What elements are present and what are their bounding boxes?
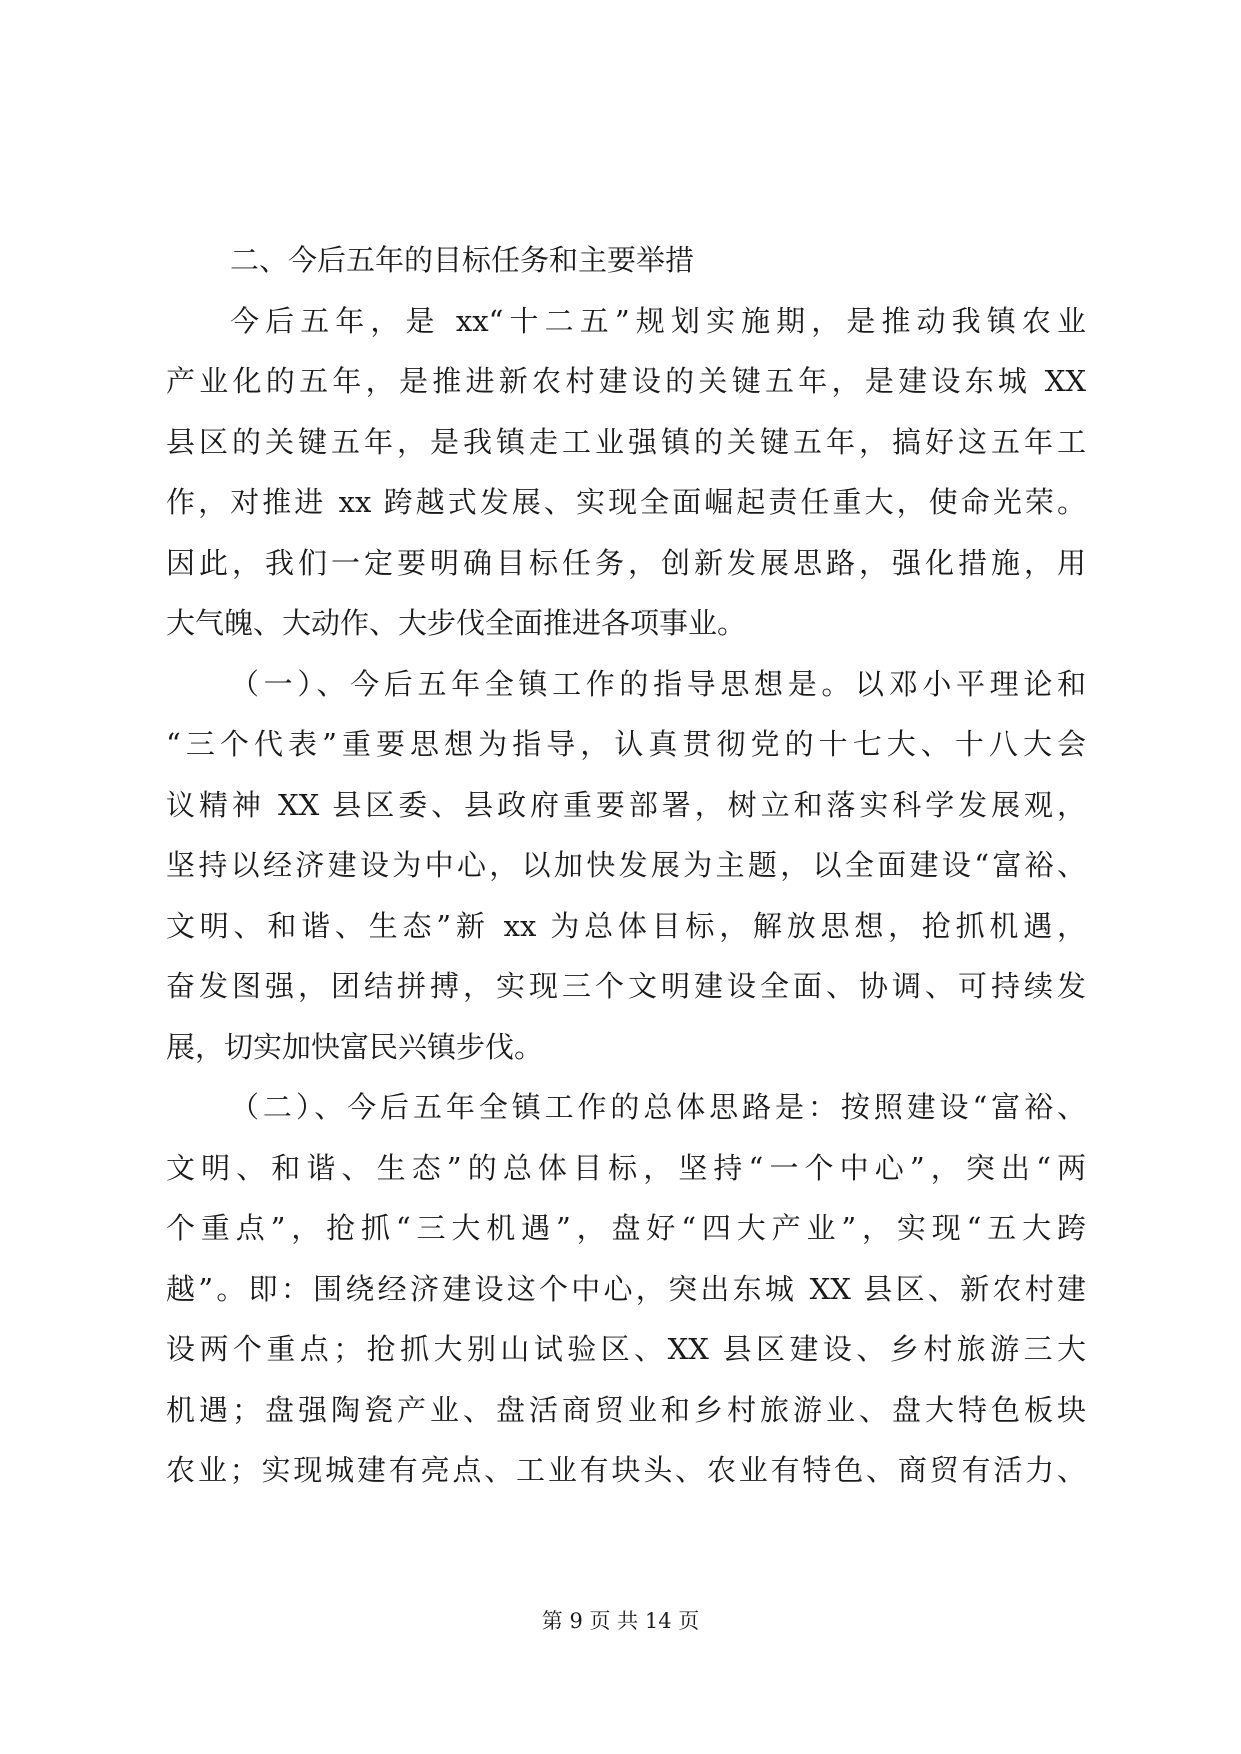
document-body	[166, 230, 1086, 1501]
paragraph-line: 机遇；盘强陶瓷产业、盘活商贸业和乡村旅游业、盘大特色板块	[166, 1392, 1086, 1427]
paragraph-line: 设两个重点；抢抓大别山试验区、XX 县区建设、乡村旅游三大	[166, 1332, 1086, 1366]
paragraph-line: 文明、和谐、生态”新 xx 为总体目标，解放思想，抢抓机遇，	[166, 908, 1086, 943]
paragraph-line: 产业化的五年，是推进新农村建设的关键五年，是建设东城 XX	[166, 364, 1086, 398]
paragraph-line: 作，对推进 xx 跨越式发展、实现全面崛起责任重大，使命光荣。	[166, 485, 1086, 519]
paragraph-line: 个重点”，抢抓“三大机遇”，盘好“四大产业”，实现“五大跨	[166, 1211, 1086, 1245]
paragraph-line: （二）、今后五年全镇工作的总体思路是：按照建设“富裕、	[230, 1090, 1086, 1124]
paragraph-line: （一）、今后五年全镇工作的指导思想是。以邓小平理论和	[230, 666, 1086, 701]
page-number: 第 9 页 共 14 页	[541, 1609, 700, 1633]
paragraph-line: 农业；实现城建有亮点、工业有块头、农业有特色、商贸有活力、	[166, 1453, 1086, 1487]
paragraph-line: 奋发图强，团结拼搏，实现三个文明建设全面、协调、可持续发	[166, 969, 1086, 1003]
paragraph-line: 议精神 XX 县区委、县政府重要部署，树立和落实科学发展观，	[166, 787, 1086, 822]
paragraph-line: 县区的关键五年，是我镇走工业强镇的关键五年，搞好这五年工	[166, 424, 1086, 459]
paragraph-overall-approach	[166, 1077, 1086, 1501]
paragraph-line: 因此，我们一定要明确目标任务，创新发展思路，强化措施，用	[166, 545, 1086, 580]
paragraph-line: 展，切实加快富民兴镇步伐。	[166, 1029, 544, 1064]
paragraph-line: “三个代表”重要思想为指导，认真贯彻党的十七大、十八大会	[166, 727, 1086, 761]
paragraph-line: 越”。即：围绕经济建设这个中心，突出东城 XX 县区、新农村建	[166, 1271, 1086, 1306]
paragraph-guiding-ideology	[166, 654, 1086, 1078]
section-heading: 二、今后五年的目标任务和主要举措	[230, 243, 695, 277]
paragraph-line: 大气魄、大动作、大步伐全面推进各项事业。	[166, 606, 747, 640]
paragraph-intro	[166, 291, 1086, 654]
paragraph-line: 文明、和谐、生态”的总体目标，坚持“一个中心”，突出“两	[166, 1150, 1086, 1185]
paragraph-line: 今后五年，是 xx“十二五”规划实施期，是推动我镇农业	[230, 303, 1086, 338]
paragraph-line: 坚持以经济建设为中心，以加快发展为主题，以全面建设“富裕、	[166, 848, 1086, 882]
